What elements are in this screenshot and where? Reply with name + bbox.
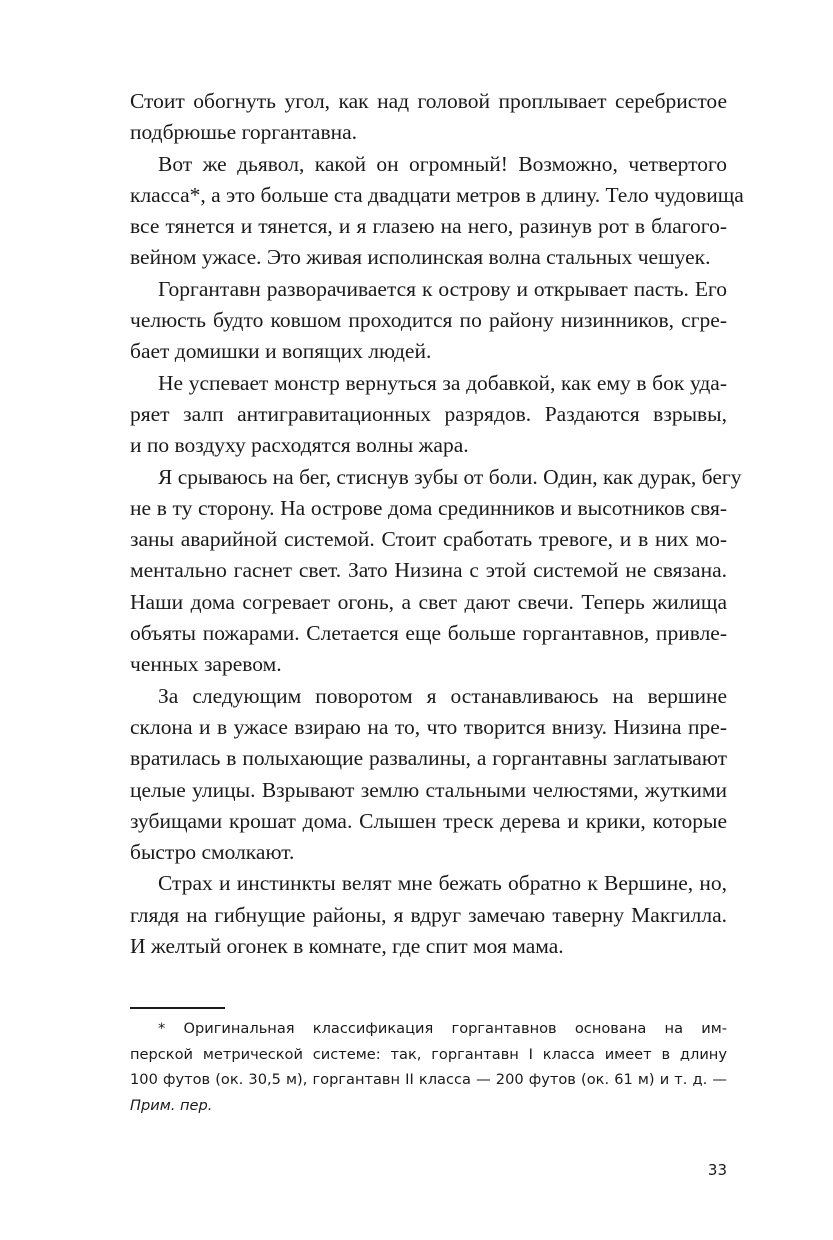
text-line: Я срываюсь на бег, стиснув зубы от боли. Один, как дурак, бегу: [158, 464, 742, 489]
translator-note-label: Прим. пер.: [130, 1096, 213, 1114]
text-line: быстро смолкают.: [130, 840, 295, 865]
text-line: вейном ужасе. Это живая исполинская волна стальных чешуек.: [130, 245, 711, 270]
text-line: целые улицы. Взрывают землю стальными челюстями, жуткими: [130, 777, 727, 802]
text-line: зубищами крошат дома. Слышен треск дерева и крики, которые: [130, 808, 727, 833]
text-line: все тянется и тянется, и я глазею на него, разинув рот в благого-: [130, 214, 727, 239]
footnote-line: 100 футов (ок. 30,5 м), горгантавн II класса — 200 футов (ок. 61 м) и т. д. —: [130, 1071, 727, 1088]
body-text: [130, 86, 744, 962]
text-line: Горгантавн разворачивается к острову и открывает пасть. Его: [158, 276, 727, 301]
text-line: не в ту сторону. На острове дома срединников и высотников свя-: [130, 495, 727, 520]
text-line: ченных заревом.: [130, 652, 282, 677]
footnote-divider: [130, 1007, 225, 1009]
text-line: За следующим поворотом я останавливаюсь на вершине: [158, 683, 727, 708]
text-line: челюсть будто ковшом проходится по району низинников, сгре-: [130, 308, 727, 333]
text-line: подбрюшье горгантавна.: [130, 120, 358, 145]
text-line: бает домишки и вопящих людей.: [130, 339, 432, 364]
text-line: Наши дома согревает огонь, а свет дают свечи. Теперь жилища: [130, 589, 727, 614]
text-line: класса*, а это больше ста двадцати метров в длину. Тело чудовища: [130, 182, 744, 207]
footnote-line: * Оригинальная классификация горгантавнов основана на им-: [158, 1020, 727, 1037]
text-line: заны аварийной системой. Стоит сработать тревоге, и в них мо-: [130, 527, 727, 552]
text-line: ментально гаснет свет. Зато Низина с этой системой не связана.: [130, 558, 727, 583]
text-line: склона и в ужасе взираю на то, что творится внизу. Низина пре-: [130, 714, 727, 739]
footnote-line: [130, 1093, 727, 1119]
text-line: Вот же дьявол, какой он огромный! Возможно, четвертого: [158, 151, 727, 176]
text-line: Страх и инстинкты велят мне бежать обратно к Вершине, но,: [158, 871, 727, 896]
footnote: [130, 1016, 727, 1118]
footnote-line: перской метрической системе: так, горгантавн I класса имеет в длину: [130, 1045, 727, 1063]
text-line: и по воздуху расходятся волны жара.: [130, 433, 469, 458]
text-line: Стоит обогнуть угол, как над головой проплывает серебристое: [130, 89, 727, 113]
text-line: ряет залп антигравитационных разрядов. Раздаются взрывы,: [130, 401, 727, 426]
text-line: Не успевает монстр вернуться за добавкой, как ему в бок уда-: [158, 370, 727, 395]
text-line: объяты пожарами. Слетается еще больше горгантавнов, привле-: [130, 621, 727, 646]
page-number: 33: [707, 1161, 727, 1179]
text-line: глядя на гибнущие районы, я вдруг замечаю таверну Макгилла.: [130, 902, 727, 927]
text-line: И желтый огонек в комнате, где спит моя мама.: [130, 934, 564, 959]
text-line: вратилась в полыхающие развалины, а горгантавны заглатывают: [130, 746, 727, 771]
